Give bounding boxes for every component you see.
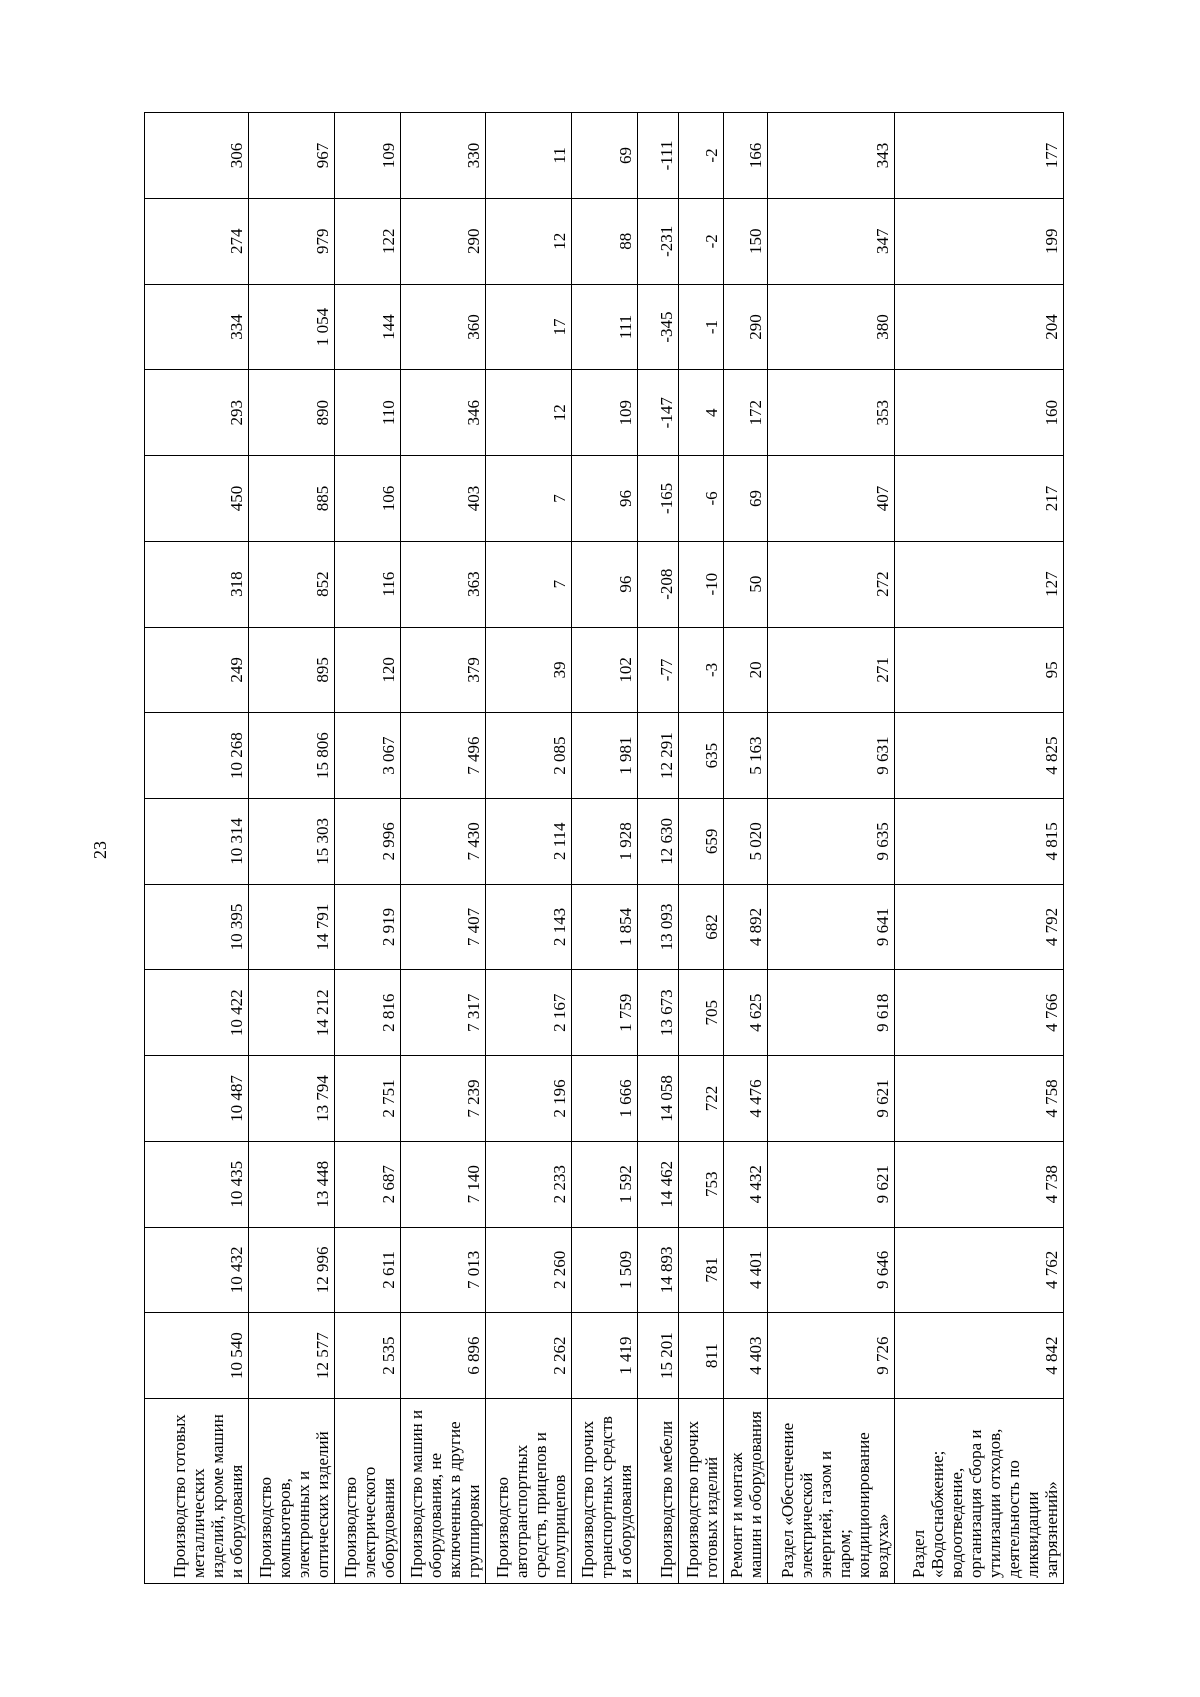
table-cell: 166 — [723, 113, 768, 199]
table-cell: 4 815 — [895, 798, 1064, 884]
table-cell: 2 611 — [335, 1227, 400, 1313]
table-cell: 4 401 — [723, 1227, 768, 1313]
table-cell: 5 020 — [723, 798, 768, 884]
table-cell: 271 — [768, 627, 895, 713]
table-cell: 2 085 — [486, 713, 572, 799]
table-cell: 10 314 — [145, 798, 249, 884]
table-cell: 2 196 — [486, 1056, 572, 1142]
table-cell: 895 — [249, 627, 335, 713]
table-cell: 116 — [335, 541, 400, 627]
table-cell: -231 — [637, 198, 678, 284]
table-cell: 2 260 — [486, 1227, 572, 1313]
row-label: Производство машин и оборудования, не включенных в другие группировки — [400, 1399, 486, 1584]
table-cell: 106 — [335, 456, 400, 542]
table-cell: 9 621 — [768, 1141, 895, 1227]
table-cell: 682 — [678, 884, 723, 970]
table-cell: 10 432 — [145, 1227, 249, 1313]
table-cell: 9 618 — [768, 970, 895, 1056]
table-cell: 4 762 — [895, 1227, 1064, 1313]
table-cell: 9 635 — [768, 798, 895, 884]
table-cell: 2 919 — [335, 884, 400, 970]
table-cell: 353 — [768, 370, 895, 456]
data-table-container — [144, 112, 1064, 1584]
table-cell: 2 262 — [486, 1313, 572, 1399]
table-cell: 2 143 — [486, 884, 572, 970]
table-row — [678, 113, 723, 1584]
table-cell: 403 — [400, 456, 486, 542]
table-cell: 3 067 — [335, 713, 400, 799]
table-cell: -208 — [637, 541, 678, 627]
table-cell: 7 — [486, 456, 572, 542]
table-cell: 2 751 — [335, 1056, 400, 1142]
table-cell: 330 — [400, 113, 486, 199]
table-cell: 6 896 — [400, 1313, 486, 1399]
table-cell: 380 — [768, 284, 895, 370]
table-cell: 11 — [486, 113, 572, 199]
table-cell: -6 — [678, 456, 723, 542]
table-cell: 12 291 — [637, 713, 678, 799]
table-cell: 9 646 — [768, 1227, 895, 1313]
table-cell: 4 825 — [895, 713, 1064, 799]
table-cell: 88 — [572, 198, 637, 284]
row-label: Производство прочих готовых изделий — [678, 1399, 723, 1584]
row-label: Ремонт и монтаж машин и оборудования — [723, 1399, 768, 1584]
table-cell: 14 058 — [637, 1056, 678, 1142]
table-cell: 4 892 — [723, 884, 768, 970]
table-cell: 379 — [400, 627, 486, 713]
table-cell: 9 641 — [768, 884, 895, 970]
table-cell: 4 432 — [723, 1141, 768, 1227]
table-cell: 110 — [335, 370, 400, 456]
table-cell: 2 233 — [486, 1141, 572, 1227]
table-cell: 7 140 — [400, 1141, 486, 1227]
table-cell: 1 854 — [572, 884, 637, 970]
table-cell: 1 054 — [249, 284, 335, 370]
table-row — [723, 113, 768, 1584]
table-cell: 1 928 — [572, 798, 637, 884]
table-cell: 95 — [895, 627, 1064, 713]
table-cell: 885 — [249, 456, 335, 542]
page-number: 23 — [90, 841, 110, 859]
table-cell: 14 212 — [249, 970, 335, 1056]
table-cell: 96 — [572, 541, 637, 627]
table-cell: 4 625 — [723, 970, 768, 1056]
table-cell: -3 — [678, 627, 723, 713]
table-cell: 12 577 — [249, 1313, 335, 1399]
table-cell: 1 509 — [572, 1227, 637, 1313]
table-cell: 4 766 — [895, 970, 1064, 1056]
table-cell: -147 — [637, 370, 678, 456]
table-cell: 334 — [145, 284, 249, 370]
table-cell: 2 535 — [335, 1313, 400, 1399]
row-label: Производство прочих транспортных средств и оборудования — [572, 1399, 637, 1584]
table-cell: 705 — [678, 970, 723, 1056]
table-cell: 160 — [895, 370, 1064, 456]
table-cell: 12 — [486, 370, 572, 456]
table-cell: 4 792 — [895, 884, 1064, 970]
table-cell: 127 — [895, 541, 1064, 627]
table-cell: 4 738 — [895, 1141, 1064, 1227]
table-cell: 811 — [678, 1313, 723, 1399]
table-cell: 4 758 — [895, 1056, 1064, 1142]
table-cell: 111 — [572, 284, 637, 370]
table-cell: 144 — [335, 284, 400, 370]
table-cell: -10 — [678, 541, 723, 627]
table-cell: 14 462 — [637, 1141, 678, 1227]
table-cell: 293 — [145, 370, 249, 456]
table-cell: 102 — [572, 627, 637, 713]
table-cell: 7 496 — [400, 713, 486, 799]
table-cell: -77 — [637, 627, 678, 713]
table-cell: 274 — [145, 198, 249, 284]
table-cell: 12 — [486, 198, 572, 284]
row-label: Производство мебели — [637, 1399, 678, 1584]
table-cell: 753 — [678, 1141, 723, 1227]
table-cell: 1 419 — [572, 1313, 637, 1399]
table-cell: 39 — [486, 627, 572, 713]
table-row — [637, 113, 678, 1584]
table-cell: -2 — [678, 198, 723, 284]
table-cell: 4 476 — [723, 1056, 768, 1142]
table-row — [895, 113, 1064, 1584]
table-body — [145, 113, 1064, 1584]
table-cell: 249 — [145, 627, 249, 713]
table-cell: 109 — [335, 113, 400, 199]
table-cell: 7 407 — [400, 884, 486, 970]
table-cell: 781 — [678, 1227, 723, 1313]
table-cell: -111 — [637, 113, 678, 199]
table-cell: 1 981 — [572, 713, 637, 799]
table-cell: 10 487 — [145, 1056, 249, 1142]
table-cell: 14 893 — [637, 1227, 678, 1313]
table-cell: 979 — [249, 198, 335, 284]
table-cell: 272 — [768, 541, 895, 627]
table-cell: 890 — [249, 370, 335, 456]
table-cell: 306 — [145, 113, 249, 199]
table-cell: 109 — [572, 370, 637, 456]
table-cell: 5 163 — [723, 713, 768, 799]
table-cell: 2 996 — [335, 798, 400, 884]
table-cell: 290 — [400, 198, 486, 284]
table-cell: 10 435 — [145, 1141, 249, 1227]
table-cell: 343 — [768, 113, 895, 199]
table-cell: 347 — [768, 198, 895, 284]
table-row — [335, 113, 400, 1584]
row-label: Производство электрического оборудования — [335, 1399, 400, 1584]
table-cell: 7 — [486, 541, 572, 627]
table-cell: 7 430 — [400, 798, 486, 884]
table-cell: 659 — [678, 798, 723, 884]
table-cell: 14 791 — [249, 884, 335, 970]
table-cell: 9 631 — [768, 713, 895, 799]
table-cell: -1 — [678, 284, 723, 370]
table-cell: 172 — [723, 370, 768, 456]
table-cell: 150 — [723, 198, 768, 284]
table-cell: 12 630 — [637, 798, 678, 884]
table-cell: -2 — [678, 113, 723, 199]
table-cell: 10 268 — [145, 713, 249, 799]
table-cell: 4 842 — [895, 1313, 1064, 1399]
table-cell: 967 — [249, 113, 335, 199]
table-cell: 1 592 — [572, 1141, 637, 1227]
table-row — [486, 113, 572, 1584]
table-cell: 204 — [895, 284, 1064, 370]
rotated-table-frame — [144, 112, 1064, 1584]
table-cell: 20 — [723, 627, 768, 713]
table-cell: 7 013 — [400, 1227, 486, 1313]
table-row — [572, 113, 637, 1584]
table-cell: 199 — [895, 198, 1064, 284]
table-cell: 69 — [723, 456, 768, 542]
table-row — [249, 113, 335, 1584]
table-cell: 2 687 — [335, 1141, 400, 1227]
table-cell: 13 448 — [249, 1141, 335, 1227]
table-cell: 12 996 — [249, 1227, 335, 1313]
table-cell: 217 — [895, 456, 1064, 542]
table-row — [145, 113, 249, 1584]
table-cell: 15 303 — [249, 798, 335, 884]
row-label: Производство компьютеров, электронных и оптических изделий — [249, 1399, 335, 1584]
table-cell: 17 — [486, 284, 572, 370]
table-cell: 852 — [249, 541, 335, 627]
table-cell: 2 114 — [486, 798, 572, 884]
table-cell: 635 — [678, 713, 723, 799]
table-cell: 318 — [145, 541, 249, 627]
table-cell: 10 395 — [145, 884, 249, 970]
table-cell: 50 — [723, 541, 768, 627]
table-cell: 13 093 — [637, 884, 678, 970]
row-label: Производство автотранспортных средств, прицепов и полуприцепов — [486, 1399, 572, 1584]
table-cell: 13 794 — [249, 1056, 335, 1142]
table-cell: 2 816 — [335, 970, 400, 1056]
table-cell: 290 — [723, 284, 768, 370]
table-cell: 7 317 — [400, 970, 486, 1056]
row-label: Раздел «Обеспечение электрической энергией, газом и паром; кондиционирование воздуха» — [768, 1399, 895, 1584]
table-cell: 346 — [400, 370, 486, 456]
table-cell: 15 201 — [637, 1313, 678, 1399]
statistics-table — [144, 112, 1064, 1584]
table-cell: -165 — [637, 456, 678, 542]
table-cell: 2 167 — [486, 970, 572, 1056]
table-cell: 360 — [400, 284, 486, 370]
table-cell: 15 806 — [249, 713, 335, 799]
table-cell: 9 726 — [768, 1313, 895, 1399]
table-cell: 722 — [678, 1056, 723, 1142]
table-cell: 10 422 — [145, 970, 249, 1056]
table-cell: 1 666 — [572, 1056, 637, 1142]
table-cell: 13 673 — [637, 970, 678, 1056]
table-row — [768, 113, 895, 1584]
table-cell: 120 — [335, 627, 400, 713]
table-cell: 7 239 — [400, 1056, 486, 1142]
table-row — [400, 113, 486, 1584]
table-cell: 4 — [678, 370, 723, 456]
table-cell: 177 — [895, 113, 1064, 199]
table-cell: 69 — [572, 113, 637, 199]
table-cell: 96 — [572, 456, 637, 542]
table-cell: 1 759 — [572, 970, 637, 1056]
table-cell: 4 403 — [723, 1313, 768, 1399]
table-cell: 122 — [335, 198, 400, 284]
table-cell: 9 621 — [768, 1056, 895, 1142]
row-label: Производство готовых металлических изделий, кроме машин и оборудования — [145, 1399, 249, 1584]
table-cell: -345 — [637, 284, 678, 370]
table-cell: 407 — [768, 456, 895, 542]
row-label: Раздел «Водоснабжение; водоотведение, организация сбора и утилизации отходов, деятельность по ликвидации загрязнений» — [895, 1399, 1064, 1584]
table-cell: 363 — [400, 541, 486, 627]
table-cell: 10 540 — [145, 1313, 249, 1399]
table-cell: 450 — [145, 456, 249, 542]
